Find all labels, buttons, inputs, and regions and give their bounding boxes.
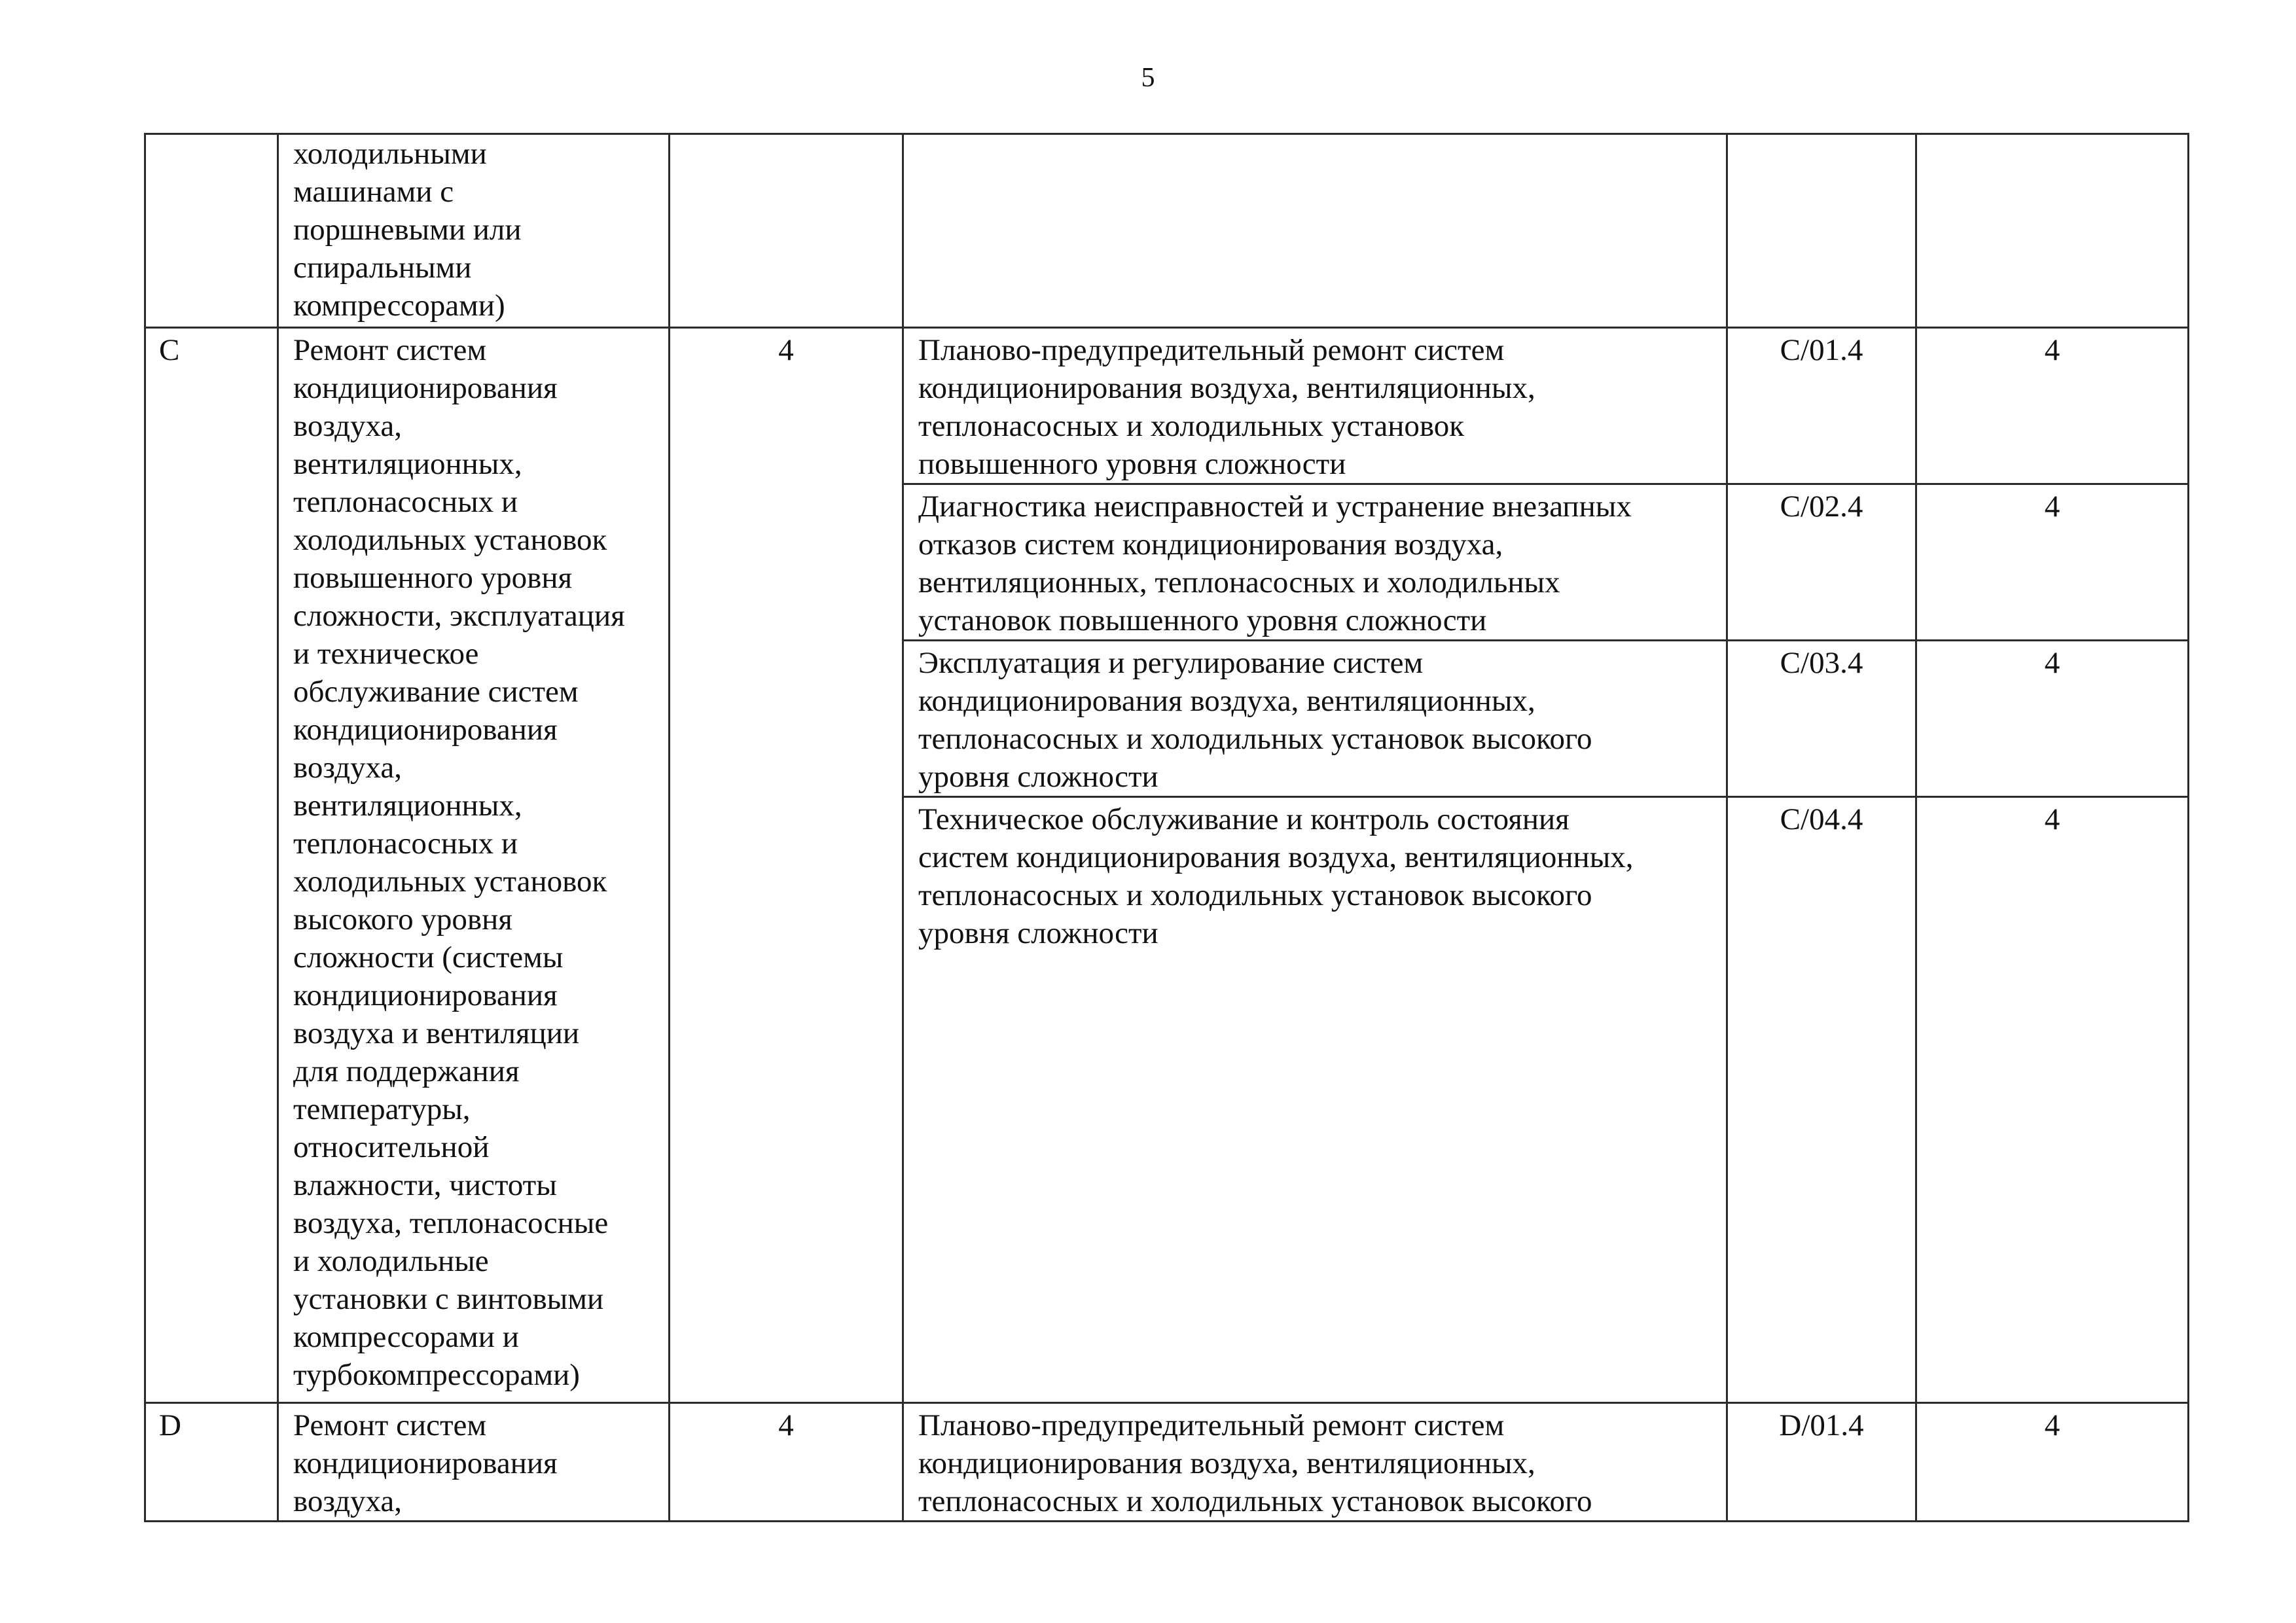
function-level-cell — [1916, 328, 2189, 484]
function-level-cell — [1916, 641, 2189, 797]
function-level: 4 — [2044, 646, 2060, 680]
function-code-cell — [1727, 328, 1916, 484]
function-level-cell — [1916, 1403, 2189, 1522]
function-name-cell — [903, 1403, 1727, 1522]
function-level-cell — [1916, 797, 2189, 1403]
qualification-table — [144, 133, 2189, 1522]
continuation-name: холодильными машинами с поршневыми или спиральными компрессорами) — [293, 137, 522, 323]
group-d-level: 4 — [778, 1408, 794, 1442]
group-d-code-cell — [145, 1403, 278, 1522]
cell-function-code — [1727, 134, 1916, 328]
function-code-cell — [1727, 1403, 1916, 1522]
function-name-cell — [903, 484, 1727, 641]
function-code-cell — [1727, 484, 1916, 641]
function-name-cell — [903, 797, 1727, 1403]
function-level: 4 — [2044, 490, 2060, 524]
cell-code — [145, 134, 278, 328]
function-code: C/01.4 — [1780, 333, 1863, 367]
group-c-name: Ремонт систем кондиционирования воздуха, вентиляционных, теплонасосных и холодильных установок повышенного уровня сложности, эксплуатация и техническое обслуживание систем кондиционирования воздуха, вентиляционных, теплонасосных и холодильных установок высокого уровня сложности (системы кондиционирования воздуха и вентиляции для поддержания температуры, относительной влажности, чистоты воздуха, теплонасосные и холодильные установки с винтовыми компрессорами и турбокомпрессорами) — [293, 333, 625, 1392]
group-c-code: C — [159, 333, 180, 367]
cell-name — [278, 134, 670, 328]
group-d-name: Ремонт систем кондиционирования воздуха, — [293, 1408, 558, 1518]
function-name: Планово-предупредительный ремонт систем кондиционирования воздуха, вентиляционных, теплонасосных и холодильных установок повышенного уровня сложности — [918, 333, 1535, 481]
function-code: C/02.4 — [1780, 490, 1863, 524]
function-code: C/03.4 — [1780, 646, 1863, 680]
function-name: Диагностика неисправностей и устранение внезапных отказов систем кондиционирования воздуха, вентиляционных, теплонасосных и холодильных установок повышенного уровня сложности — [918, 490, 1632, 637]
cell-level — [670, 134, 903, 328]
cell-function-level — [1916, 134, 2189, 328]
group-c-level-cell — [670, 328, 903, 1403]
page-number: 5 — [1141, 63, 1155, 93]
group-c-code-cell — [145, 328, 278, 1403]
function-level-cell — [1916, 484, 2189, 641]
function-code-cell — [1727, 797, 1916, 1403]
function-code: D/01.4 — [1779, 1408, 1864, 1442]
function-code-cell — [1727, 641, 1916, 797]
function-code: C/04.4 — [1780, 802, 1863, 836]
table-row-d-01 — [145, 1403, 2189, 1522]
table-row-c-01 — [145, 328, 2189, 484]
function-name: Эксплуатация и регулирование систем кондиционирования воздуха, вентиляционных, теплонасосных и холодильных установок высокого уровня сложности — [918, 646, 1592, 794]
group-d-level-cell — [670, 1403, 903, 1522]
group-d-code: D — [159, 1408, 181, 1442]
function-level: 4 — [2044, 802, 2060, 836]
group-c-name-cell — [278, 328, 670, 1403]
function-level: 4 — [2044, 333, 2060, 367]
group-c-level: 4 — [778, 333, 794, 367]
cell-function — [903, 134, 1727, 328]
function-name: Техническое обслуживание и контроль состояния систем кондиционирования воздуха, вентиляционных, теплонасосных и холодильных установок высокого уровня сложности — [918, 802, 1634, 950]
function-name-cell — [903, 641, 1727, 797]
function-name-cell — [903, 328, 1727, 484]
function-level: 4 — [2044, 1408, 2060, 1442]
table-row-continuation — [145, 134, 2189, 328]
function-name: Планово-предупредительный ремонт систем кондиционирования воздуха, вентиляционных, теплонасосных и холодильных установок высокого — [918, 1408, 1592, 1518]
group-d-name-cell — [278, 1403, 670, 1522]
